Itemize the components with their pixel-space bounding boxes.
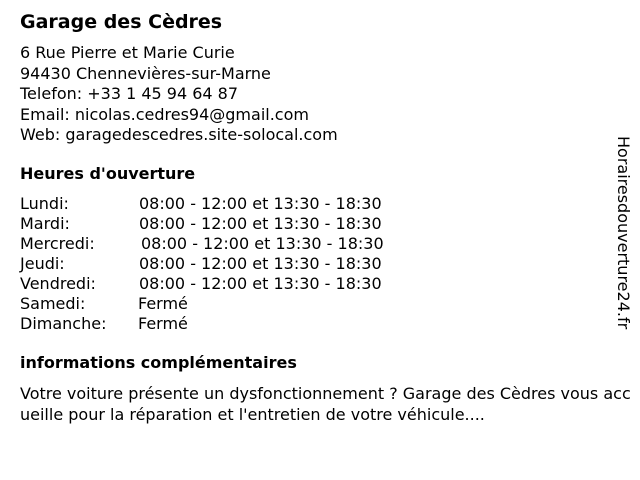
business-name: Garage des Cèdres bbox=[20, 11, 223, 33]
contact-block bbox=[20, 43, 338, 146]
day-label: Mardi: bbox=[20, 214, 70, 233]
day-label: Samedi: bbox=[20, 294, 86, 313]
time-value: Fermé bbox=[138, 294, 188, 313]
email-line: Email: nicolas.cedres94@gmail.com bbox=[20, 104, 309, 124]
time-value: 08:00 - 12:00 et 13:30 - 18:30 bbox=[141, 234, 384, 253]
site-watermark: Horairesdouverture24.fr bbox=[614, 136, 633, 330]
info-heading: informations complémentaires bbox=[20, 353, 297, 372]
street-address: 6 Rue Pierre et Marie Curie bbox=[20, 43, 235, 62]
day-label: Jeudi: bbox=[20, 254, 65, 273]
day-label: Dimanche: bbox=[20, 314, 107, 333]
phone-line: Telefon: +33 1 45 94 64 87 bbox=[20, 84, 239, 103]
city-address: 94430 Chennevières-sur-Marne bbox=[20, 63, 271, 83]
business-description: Votre voiture présente un dysfonctionnement ? Garage des Cèdres vous accueille pour la réparation et l'entretien de votre véhicule.... bbox=[20, 384, 631, 424]
day-label: Vendredi: bbox=[20, 274, 96, 293]
time-value: 08:00 - 12:00 et 13:30 - 18:30 bbox=[139, 254, 382, 273]
hours-heading: Heures d'ouverture bbox=[20, 164, 196, 183]
day-label: Mercredi: bbox=[20, 234, 95, 253]
web-line: Web: garagedescedres.site-solocal.com bbox=[20, 125, 338, 144]
time-value: 08:00 - 12:00 et 13:30 - 18:30 bbox=[139, 194, 382, 213]
time-value: 08:00 - 12:00 et 13:30 - 18:30 bbox=[139, 214, 382, 233]
time-value: Fermé bbox=[138, 314, 188, 333]
day-label: Lundi: bbox=[20, 194, 69, 213]
time-value: 08:00 - 12:00 et 13:30 - 18:30 bbox=[139, 274, 382, 293]
